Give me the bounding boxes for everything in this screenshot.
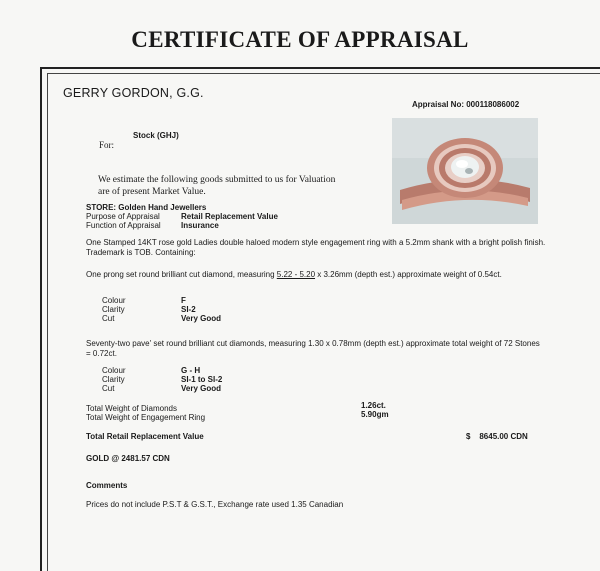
outer-border-top xyxy=(40,67,600,69)
inner-border-top xyxy=(47,73,600,74)
center-cut-value: Very Good xyxy=(181,314,222,323)
side-cut-label: Cut xyxy=(102,384,115,393)
center-stone-description xyxy=(86,270,546,280)
center-cut-label: Cut xyxy=(102,314,115,323)
purpose-label: Purpose of Appraisal xyxy=(86,212,160,221)
stock-code: Stock (GHJ) xyxy=(133,131,179,140)
side-cut-value: Very Good xyxy=(181,384,222,393)
gold-price: GOLD @ 2481.57 CDN xyxy=(86,454,170,463)
center-colour-value: F xyxy=(181,296,186,305)
side-stones-description: Seventy-two pave' set round brilliant cut diamonds, measuring 1.30 x 0.78mm (depth est.) approximate total weight of 72 Stones = 0.72ct. xyxy=(86,339,540,358)
center-stone-text-pre: One prong set round brilliant cut diamond, measuring xyxy=(86,270,277,279)
store-name: STORE: Golden Hand Jewellers xyxy=(86,203,207,212)
side-colour-label: Colour xyxy=(102,366,126,375)
inner-border-left xyxy=(47,73,48,571)
center-stone-text-post: x 3.26mm (depth est.) approximate weight of 0.54ct. xyxy=(315,270,502,279)
for-label: For: xyxy=(99,140,115,150)
center-clarity-label: Clarity xyxy=(102,305,125,314)
total-ring-label: Total Weight of Engagement Ring xyxy=(86,413,206,422)
comments-text: Prices do not include P.S.T & G.S.T., Exchange rate used 1.35 Canadian xyxy=(86,500,344,509)
total-diamonds-label: Total Weight of Diamonds xyxy=(86,404,178,413)
comments-heading: Comments xyxy=(86,481,128,490)
certificate-title: CERTIFICATE OF APPRAISAL xyxy=(131,27,469,52)
side-clarity-label: Clarity xyxy=(102,375,125,384)
total-diamonds-value: 1.26ct. xyxy=(361,401,386,410)
retail-value-amount: $ 8645.00 CDN xyxy=(466,432,528,441)
purpose-value: Retail Replacement Value xyxy=(181,212,278,221)
appraisal-number: Appraisal No: 000118086002 xyxy=(412,100,520,109)
side-colour-value: G - H xyxy=(181,366,201,375)
center-stone-measure: 5.22 - 5.20 xyxy=(276,270,316,279)
retail-value-label: Total Retail Replacement Value xyxy=(86,432,204,441)
total-ring-value: 5.90gm xyxy=(361,410,389,419)
side-clarity-value: SI-1 to SI-2 xyxy=(181,375,223,384)
outer-border-left xyxy=(40,67,42,571)
function-value: Insurance xyxy=(181,221,219,230)
item-description: One Stamped 14KT rose gold Ladies double haloed modern style engagement ring with a 5.2mm shank with a bright polish finish. Trademark is TOB. Containing: xyxy=(86,238,546,257)
center-clarity-value: SI-2 xyxy=(181,305,196,314)
center-colour-label: Colour xyxy=(102,296,126,305)
appraiser-name: GERRY GORDON, G.G. xyxy=(63,86,204,100)
ring-icon xyxy=(392,118,538,224)
function-label: Function of Appraisal xyxy=(86,221,161,230)
estimate-statement: We estimate the following goods submitted to us for Valuation are of present Market Value. xyxy=(98,175,336,197)
ring-photo xyxy=(392,118,538,224)
